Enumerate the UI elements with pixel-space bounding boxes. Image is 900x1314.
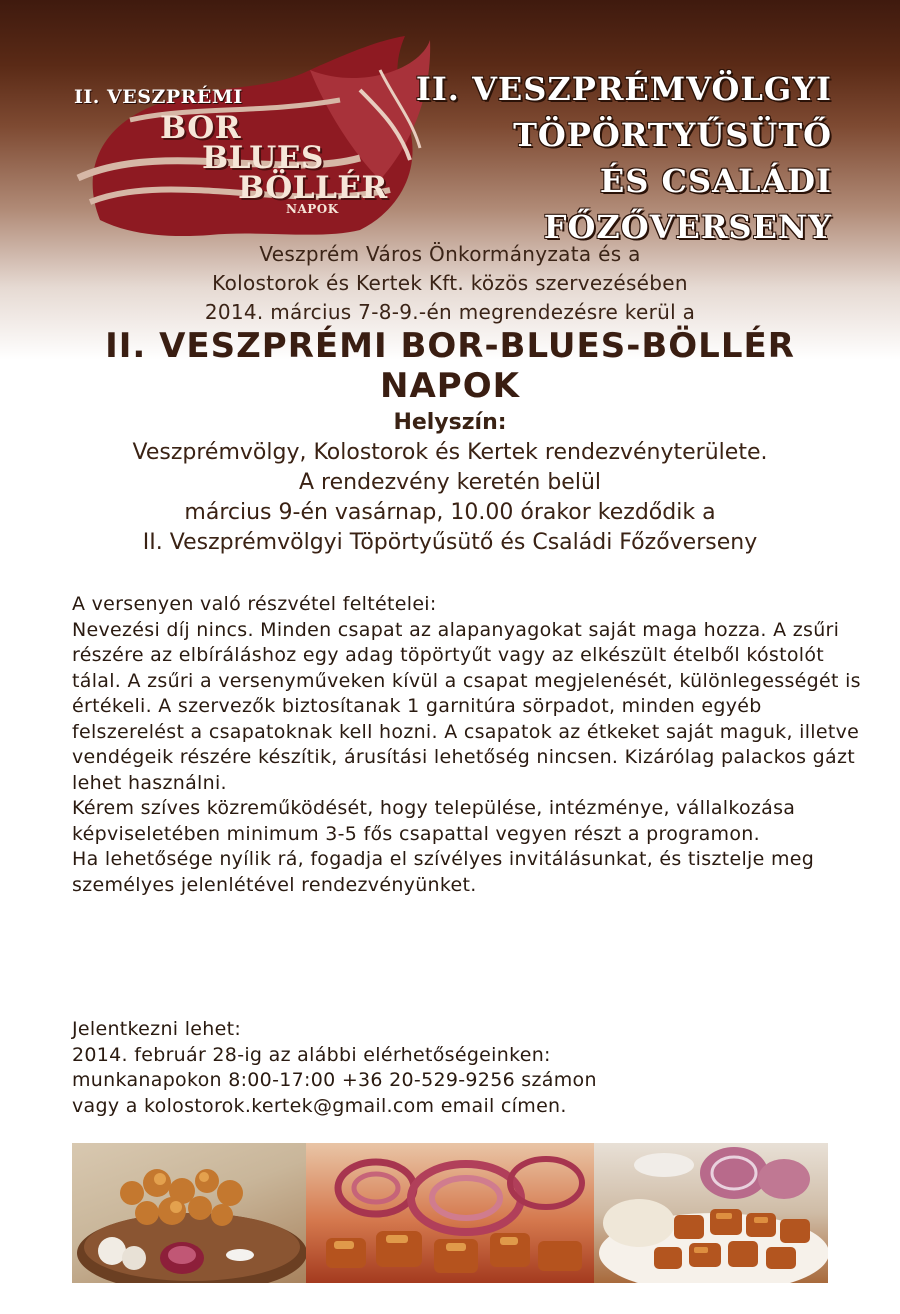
- event-title: [0, 326, 900, 406]
- conditions-paragraph: Ha lehetősége nyílik rá, fogadja el szívélyes invitálásunkat, és tisztelje meg személyes jelenlétével rendezvényünket.: [72, 848, 815, 896]
- header-title-line: FŐZŐVERSENY: [543, 208, 832, 246]
- conditions-section: [72, 592, 872, 898]
- conditions-paragraph: Nevezési díj nincs. Minden csapat az alapanyagokat saját maga hozza. A zsűri részére az elbíráláshoz egy adag töpörtyűt vagy az elkészült ételből kóstolót tálal. A zsűri a versenyműveken kívül a csapat megjelenését, különlegességét is értékeli. A szervezők biztosítanak 1 garnitúra sörpadot, minden egyéb felszerelést a csapatoknak kell hozni. A csapatok az étkeket saját maguk, illetve vendégeik részére készítik, árusítási lehetőség nincsen. Kizárólag palackos gázt lehet használni.: [72, 618, 861, 794]
- contact-line: munkanapokon 8:00-17:00 +36 20-529-9256 számon: [72, 1069, 597, 1091]
- header-title: [412, 66, 832, 250]
- event-title-line: II. VESZPRÉMI BOR-BLUES-BÖLLÉR: [105, 326, 795, 366]
- intro-line: Kolostorok és Kertek Kft. közös szervezésében: [212, 271, 688, 295]
- food-photo-strip: [72, 1143, 828, 1283]
- logo-text-napok: NAPOK: [286, 202, 339, 216]
- organizer-intro: [0, 240, 900, 327]
- event-title-line: NAPOK: [380, 366, 520, 406]
- contact-heading: Jelentkezni lehet:: [72, 1018, 242, 1040]
- contact-section: [72, 1017, 872, 1119]
- logo-text-boller: BÖLLÉR: [238, 170, 388, 206]
- onion-and-meat-photo: [306, 1143, 594, 1283]
- conditions-paragraph: Kérem szíves közreműködését, hogy települése, intézménye, vállalkozása képviseletében minimum 3-5 fős csapattal vegyen részt a programon.: [72, 797, 796, 845]
- venue-place: Veszprémvölgy, Kolostorok és Kertek rendezvényterülete.: [132, 440, 768, 465]
- header-title-line: TÖPÖRTYŰSÜTŐ: [513, 116, 832, 154]
- venue-line: március 9-én vasárnap, 10.00 órakor kezdődik a: [184, 500, 716, 525]
- logo-text-bor: BOR: [160, 110, 242, 146]
- event-logo: [60, 30, 440, 240]
- conditions-heading: A versenyen való részvétel feltételei:: [72, 593, 437, 615]
- venue-line: II. Veszprémvölgyi Töpörtyűsütő és Családi Főzőverseny: [142, 530, 758, 555]
- logo-text-blues: BLUES: [202, 140, 324, 176]
- venue-label: Helyszín:: [393, 410, 507, 435]
- logo-ribbon-graphic: [60, 30, 440, 240]
- venue-info: [0, 408, 900, 558]
- header-title-line: ÉS CSALÁDI: [599, 162, 832, 200]
- intro-line: Veszprém Város Önkormányzata és a: [259, 242, 641, 266]
- cracklings-board-photo: [72, 1143, 306, 1283]
- header-title-line: II. VESZPRÉMVÖLGYI: [415, 70, 832, 108]
- contact-line: vagy a kolostorok.kertek@gmail.com email címen.: [72, 1094, 567, 1117]
- contact-line: 2014. február 28-ig az alábbi elérhetőségeinken:: [72, 1043, 551, 1066]
- logo-text-edition: II. VESZPRÉMI: [74, 86, 243, 108]
- venue-line: A rendezvény keretén belül: [299, 470, 601, 495]
- intro-line: 2014. március 7-8-9.-én megrendezésre kerül a: [204, 300, 696, 324]
- crackling-plate-photo: [594, 1143, 828, 1283]
